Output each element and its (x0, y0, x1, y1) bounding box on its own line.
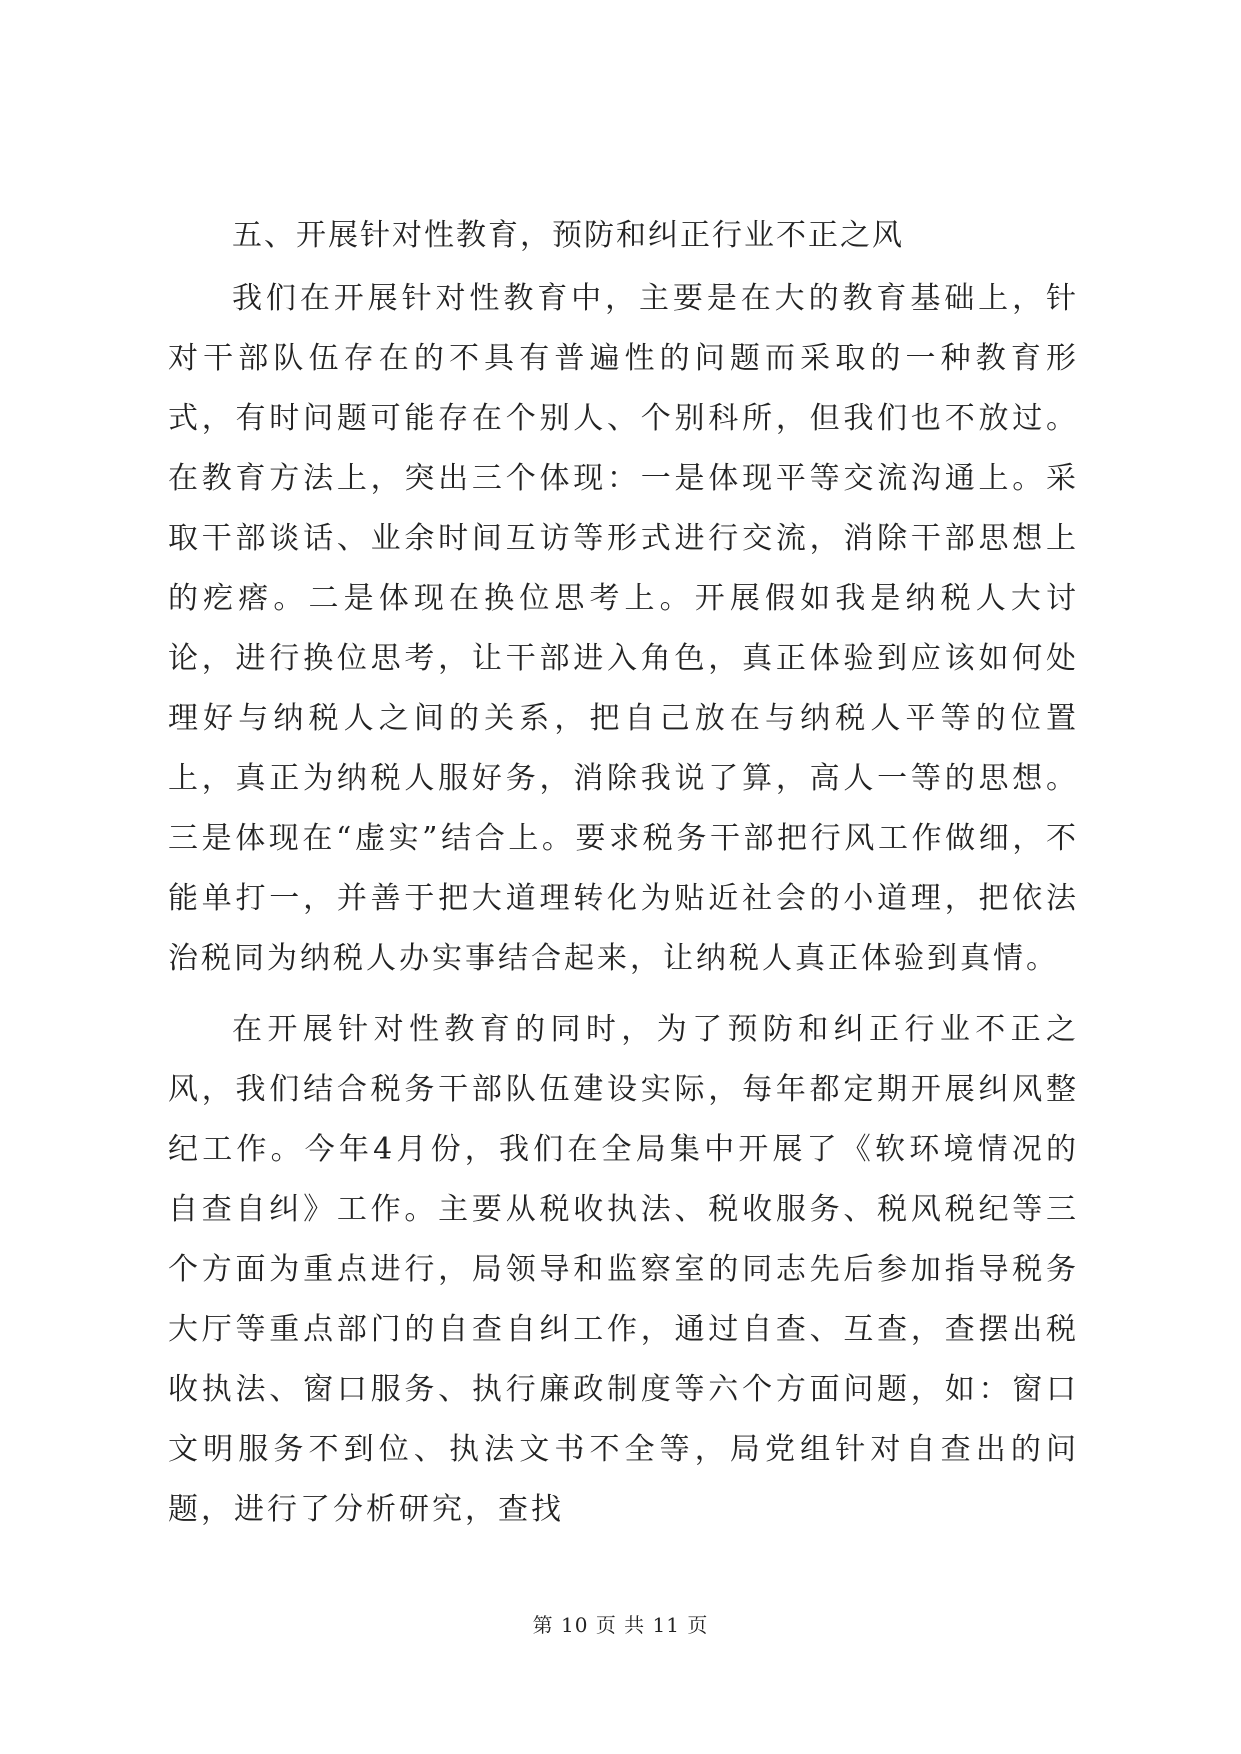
page-number-footer: 第 10 页 共 11 页 (532, 1613, 709, 1637)
paragraph-2: 在开展针对性教育的同时，为了预防和纠正行业不正之风，我们结合税务干部队伍建设实际，每年都定期开展纠风整纪工作。今年4月份，我们在全局集中开展了《软环境情况的自查自纠》工作。主要从税收执法、税收服务、税风税纪等三个方面为重点进行，局领导和监察室的同志先后参加指导税务大厅等重点部门的自查自纠工作，通过自查、互查，查摆出税收执法、窗口服务、执行廉政制度等六个方面问题，如：窗口文明服务不到位、执法文书不全等，局党组针对自查出的问题，进行了分析研究，查找 (168, 1012, 1079, 1527)
document-body (168, 206, 1079, 1540)
section-heading: 五、开展针对性教育，预防和纠正行业不正之风 (232, 218, 904, 253)
paragraph-1: 我们在开展针对性教育中，主要是在大的教育基础上，针对干部队伍存在的不具有普遍性的问题而采取的一种教育形式，有时问题可能存在个别人、个别科所，但我们也不放过。在教育方法上，突出三个体现：一是体现平等交流沟通上。采取干部谈话、业余时间互访等形式进行交流，消除干部思想上的疙瘩。二是体现在换位思考上。开展假如我是纳税人大讨论，进行换位思考，让干部进入角色，真正体验到应该如何处理好与纳税人之间的关系，把自己放在与纳税人平等的位置上，真正为纳税人服好务，消除我说了算，高人一等的思想。三是体现在“虚实”结合上。要求税务干部把行风工作做细，不能单打一，并善于把大道理转化为贴近社会的小道理，把依法治税同为纳税人办实事结合起来，让纳税人真正体验到真情。 (168, 281, 1079, 976)
